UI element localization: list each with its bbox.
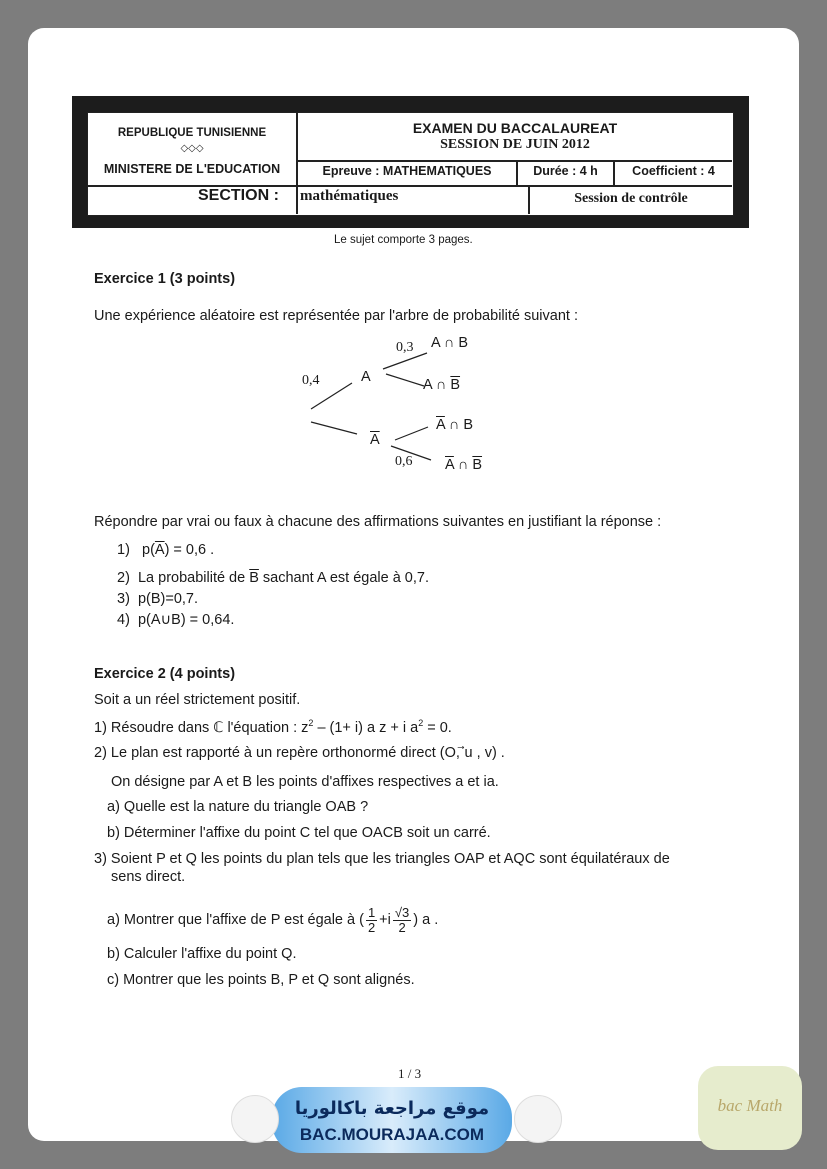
- exercise2-title: Exercice 2 (4 points): [94, 666, 236, 682]
- session-date: SESSION DE JUIN 2012: [440, 137, 590, 152]
- exercise1-intro: Une expérience aléatoire est représentée par l'arbre de probabilité suivant :: [94, 308, 578, 324]
- ex2-line: c) Montrer que les points B, P et Q sont alignés.: [107, 972, 415, 988]
- section-label: SECTION :: [198, 187, 279, 204]
- tree-branch: [386, 374, 424, 386]
- ex2-formula: a) Montrer que l'affixe de P est égale à ( $\frac{1}{2}$ +i $\frac{√3}{2}$ ) a .: [107, 904, 439, 935]
- country-name: REPUBLIQUE TUNISIENNE: [117, 127, 267, 139]
- ex2-line: On désigne par A et B les points d'affixes respectives a et ia.: [111, 774, 499, 790]
- ex2-equation: 1) Résoudre dans ℂ l'équation : $z^2 - (1+ i)$ a z + i $a^2 = 0$.: [94, 718, 452, 736]
- site-arabic-name: موقع مراجعة باكالوريا: [294, 1098, 490, 1119]
- ex2-line: b) Calculer l'affixe du point Q.: [107, 946, 297, 962]
- list-item: 3) p(B)=0,7.: [117, 591, 199, 607]
- leaf-Abar-inter-Bbar: $\overline{A}$ ∩ $\overline{B}$: [445, 457, 483, 473]
- prob-Bbar-given-Abar: 0,6: [395, 454, 413, 469]
- prob-B-given-A: 0,3: [396, 340, 414, 355]
- page-number: 1 / 3: [398, 1066, 422, 1081]
- ex2-line: 3) Soient P et Q les points du plan tels que les triangles OAP et AQC sont équilatéraux de: [94, 851, 670, 867]
- leaf-A-inter-B: A ∩ B: [431, 335, 469, 351]
- leaf-A-inter-Bbar: A ∩ $\overline{B}$: [423, 377, 461, 393]
- leaf-Abar-inter-B: $\overline{A}$ ∩ B: [436, 417, 474, 433]
- section-value: mathématiques: [300, 188, 399, 204]
- site-logo-icon: [231, 1095, 279, 1143]
- list-item: 2) La probabilité de $\overline{B}$ sachant A est égale à 0,7.: [117, 570, 429, 586]
- site-logo-icon: [514, 1095, 562, 1143]
- tree-branch: [395, 427, 428, 440]
- session-type: Session de contrôle: [574, 191, 688, 206]
- epreuve-label: Epreuve : MATHEMATIQUES: [322, 164, 492, 178]
- duration-label: Durée : 4 h: [533, 164, 598, 178]
- list-item: 4) p(A∪B) = 0,64.: [117, 612, 235, 628]
- badge-label: bac Math: [717, 1096, 783, 1115]
- coefficient-label: Coefficient : 4: [632, 164, 715, 178]
- ex2-line: Soit a un réel strictement positif.: [94, 692, 301, 708]
- tree-branch: [311, 422, 357, 434]
- exam-title: EXAMEN DU BACCALAUREAT: [412, 120, 618, 136]
- fraction: $\frac{√3}{2}$: [394, 904, 410, 935]
- pages-note: Le sujet comporte 3 pages.: [334, 234, 473, 246]
- ex2-line: b) Déterminer l'affixe du point C tel que OACB soit un carré.: [107, 825, 491, 841]
- ex2-line: a) Quelle est la nature du triangle OAB ?: [107, 799, 369, 815]
- node-A-bar: $\overline{A}$: [370, 432, 380, 448]
- node-A: A: [361, 369, 371, 385]
- list-item: 1) $p(\overline{A}) = 0,6$ .: [117, 542, 215, 558]
- exercise1-question: Répondre par vrai ou faux à chacune des affirmations suivantes en justifiant la réponse :: [94, 514, 662, 530]
- exercise1-title: Exercice 1 (3 points): [94, 271, 236, 287]
- ex2-line: sens direct.: [111, 869, 186, 885]
- site-url[interactable]: BAC.MOURAJAA.COM: [299, 1125, 485, 1144]
- ornament: ◇◇◇: [180, 143, 204, 154]
- ex2-frame: 2) Le plan est rapporté à un repère orthonormé direct (O, u , v) .: [94, 745, 505, 761]
- prob-A: 0,4: [302, 373, 320, 388]
- ministry-name: MINISTERE DE L'EDUCATION: [103, 162, 281, 176]
- fraction: $\frac{1}{2}$: [367, 904, 376, 935]
